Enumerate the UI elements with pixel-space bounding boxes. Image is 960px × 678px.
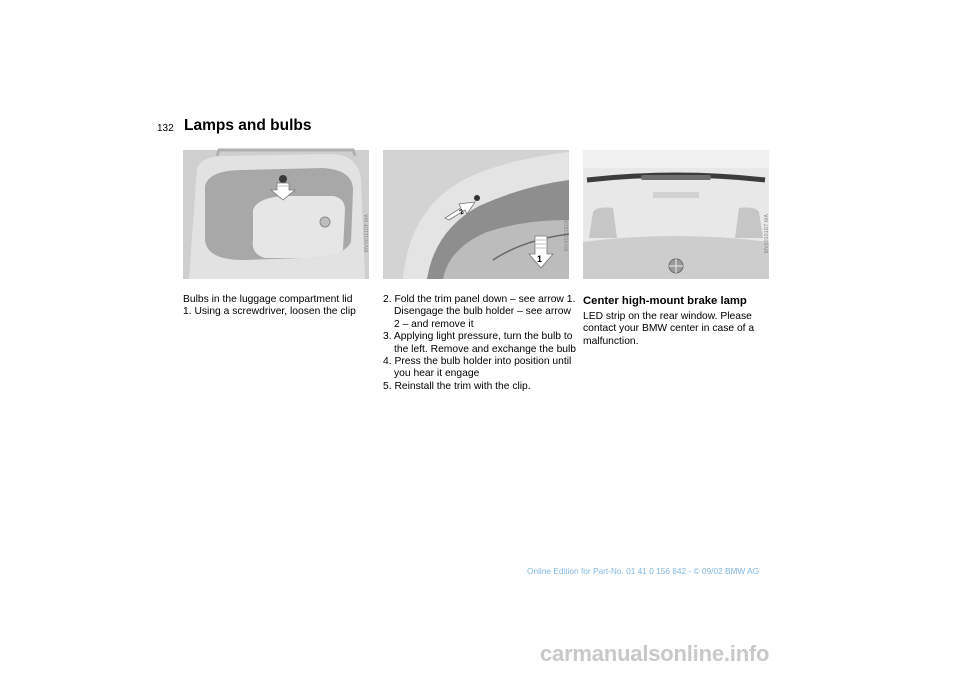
figure-code: MV00101D7.MA bbox=[764, 214, 770, 254]
step-item: 2. Fold the trim panel down – see arrow 1. Disengage the bulb holder – see arrow 2 – and remove it bbox=[383, 294, 576, 330]
column-1-text bbox=[183, 294, 379, 319]
text-line: Bulbs in the luggage compartment lid bbox=[183, 294, 353, 305]
figure-brake-lamp bbox=[583, 150, 769, 279]
figure-code: MV00111DF.MA bbox=[364, 214, 370, 253]
step-list bbox=[383, 294, 577, 393]
luggage-lid-illustration bbox=[183, 150, 369, 279]
step-item: 3. Applying light pressure, turn the bulb to the left. Remove and exchange the bulb bbox=[383, 331, 577, 355]
section-heading: Center high-mount brake lamp bbox=[583, 295, 747, 307]
figure-trim-panel bbox=[383, 150, 569, 279]
column-2-steps bbox=[383, 294, 577, 393]
arrow-label-1: 1 bbox=[537, 254, 543, 264]
text-line: 1. Using a screwdriver, loosen the clip bbox=[183, 306, 356, 318]
page-number: 132 bbox=[157, 123, 174, 134]
site-watermark: carmanualsonline.info bbox=[540, 641, 770, 666]
step-item: 5. Reinstall the trim with the clip. bbox=[383, 380, 531, 392]
step-item: 4. Press the bulb holder into position until you hear it engage bbox=[383, 356, 572, 380]
column-3-text bbox=[583, 294, 771, 348]
section-body: LED strip on the rear window. Please contact your BMW center in case of a malfunction. bbox=[583, 311, 755, 347]
page-title: Lamps and bulbs bbox=[184, 117, 312, 134]
figure-luggage-lid bbox=[183, 150, 369, 279]
edition-footer: Online Edition for Part-No. 01 41 0 156 842 - © 09/02 BMW AG bbox=[527, 566, 760, 576]
brake-lamp-illustration bbox=[583, 150, 769, 279]
figure-code: MV00111EDMA bbox=[564, 214, 570, 252]
arrow-label-2: 2 bbox=[458, 208, 466, 217]
